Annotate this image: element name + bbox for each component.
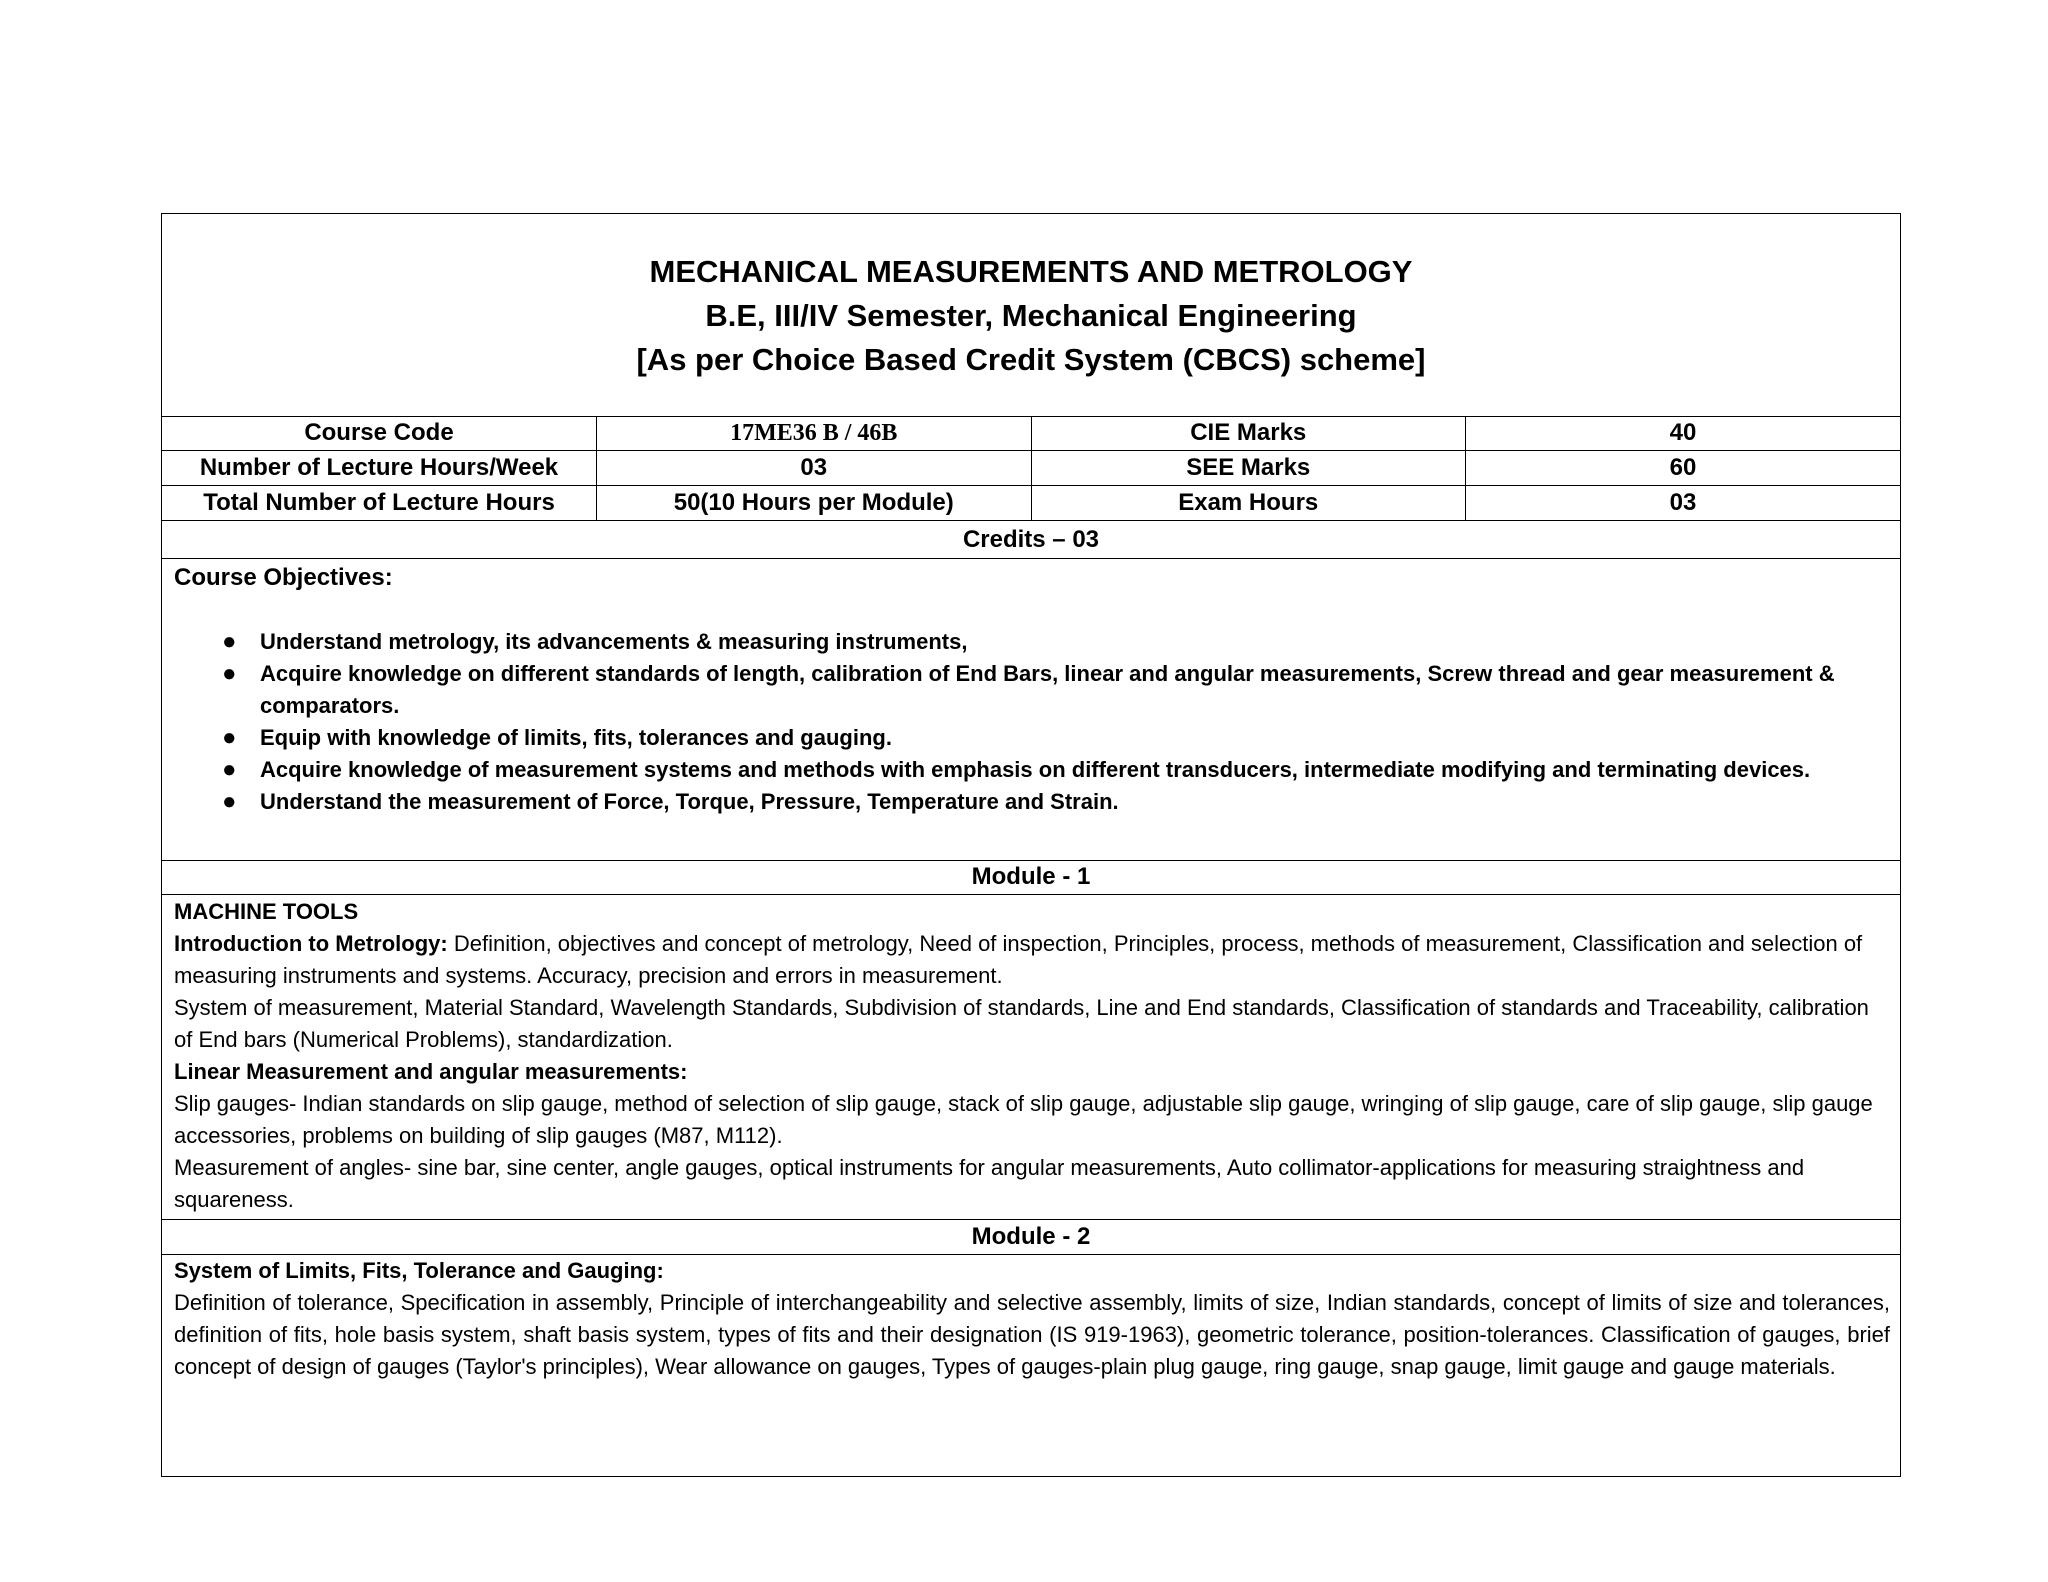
objective-text: Acquire knowledge of measurement systems and methods with emphasis on different transducers, intermediate modifying and terminating devices. (260, 757, 1811, 782)
see-marks-label: SEE Marks (1031, 451, 1466, 486)
cie-marks-value: 40 (1466, 416, 1901, 451)
module-1-heading: Module - 1 (162, 860, 1900, 895)
exam-hours-label: Exam Hours (1031, 486, 1466, 521)
list-item (162, 722, 1900, 754)
course-objectives (162, 558, 1900, 861)
see-marks-value: 60 (1466, 451, 1901, 486)
module-1-angles: Measurement of angles- sine bar, sine center, angle gauges, optical instruments for angular measurements, Auto collimator-applications for measuring straightness and squareness. (174, 1155, 1805, 1212)
module-1-slip-gauges: Slip gauges- Indian standards on slip gauge, method of selection of slip gauge, stack of slip gauge, adjustable slip gauge, wringing of slip gauge, care of slip gauge, slip gauge accessories, problems on building of slip gauges (M87, M112). (174, 1091, 1873, 1148)
credits-row: Credits – 03 (162, 522, 1900, 559)
list-item (162, 786, 1900, 818)
module-2-text: Definition of tolerance, Specification in assembly, Principle of interchangeability and selective assembly, limits of size, Indian standards, concept of limits of size and tolerances, definition of fits, hole basis system, shaft basis system, types of fits and their designation (IS 919-1963), geometric tolerance, position-tolerances. Classification of gauges, brief concept of design of gauges (Taylor's principles), Wear allowance on gauges, Types of gauges-plain plug gauge, ring gauge, snap gauge, limit gauge and gauge materials. (174, 1290, 1890, 1379)
module-2-heading: Module - 2 (162, 1219, 1900, 1255)
objective-text: Equip with knowledge of limits, fits, tolerances and gauging. (260, 725, 892, 750)
bullet-icon: ● (222, 660, 237, 687)
table-row (162, 416, 1900, 451)
total-lecture-hours-value: 50(10 Hours per Module) (597, 486, 1032, 521)
course-title: MECHANICAL MEASUREMENTS AND METROLOGY (649, 254, 1413, 289)
intro-label: Introduction to Metrology: (174, 931, 448, 956)
bullet-icon: ● (222, 628, 237, 655)
list-item (162, 754, 1900, 786)
title-block (162, 214, 1900, 417)
syllabus-frame (161, 213, 1901, 1477)
module-2-body (174, 1255, 1890, 1383)
cie-marks-label: CIE Marks (1031, 416, 1466, 451)
objectives-list (162, 626, 1900, 818)
objective-text: Acquire knowledge on different standards of length, calibration of End Bars, linear and angular measurements, Screw thread and gear measurement & comparators. (260, 661, 1835, 718)
module-1-linear-heading: Linear Measurement and angular measurements: (174, 1059, 688, 1084)
lecture-hours-week-value: 03 (597, 451, 1032, 486)
module-1-systems: System of measurement, Material Standard, Wavelength Standards, Subdivision of standards, Line and End standards, Classification of standards and Traceability, calibration of End bars (Numerical Problems), standardization. (174, 995, 1869, 1052)
objective-text: Understand metrology, its advancements & measuring instruments, (260, 629, 968, 654)
bullet-icon: ● (222, 724, 237, 751)
course-info-table (162, 416, 1900, 521)
objectives-heading: Course Objectives: (174, 564, 393, 591)
total-lecture-hours-label: Total Number of Lecture Hours (162, 486, 597, 521)
exam-hours-value: 03 (1466, 486, 1901, 521)
course-subtitle: B.E, III/IV Semester, Mechanical Engineering (705, 298, 1357, 333)
list-item (162, 658, 1900, 722)
course-code-value: 17ME36 B / 46B (597, 416, 1032, 451)
list-item (162, 626, 1900, 658)
intro-text: Definition, objectives and concept of metrology, Need of inspection, Principles, process, methods of measurement, Classification and selection of measuring instruments and systems. Accuracy, precision and errors in measurement. (174, 931, 1863, 988)
module-2-topic: System of Limits, Fits, Tolerance and Gauging: (174, 1258, 664, 1283)
course-code-label: Course Code (162, 416, 597, 451)
bullet-icon: ● (222, 788, 237, 815)
module-1-body (174, 896, 1890, 1216)
module-1-intro (174, 928, 1890, 992)
course-scheme: [As per Choice Based Credit System (CBCS) scheme] (636, 342, 1426, 377)
module-1-topic: MACHINE TOOLS (174, 899, 359, 924)
objective-text: Understand the measurement of Force, Torque, Pressure, Temperature and Strain. (260, 789, 1119, 814)
table-row (162, 451, 1900, 486)
bullet-icon: ● (222, 756, 237, 783)
table-row (162, 486, 1900, 521)
lecture-hours-week-label: Number of Lecture Hours/Week (162, 451, 597, 486)
